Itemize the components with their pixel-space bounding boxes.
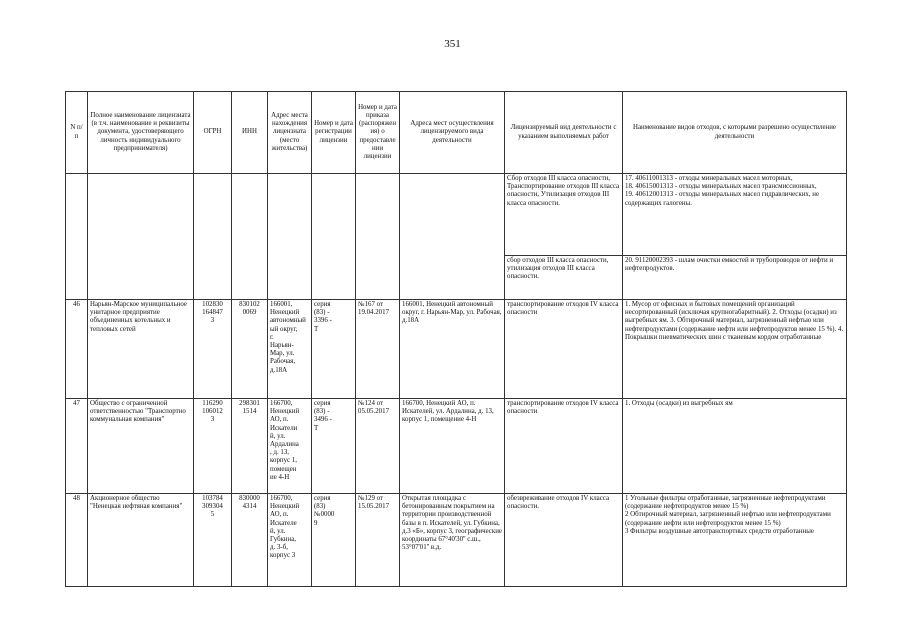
activity-cell: транспортирование отходов IV класса опасности [505,399,623,494]
license-cell [312,494,356,587]
inn-cell [232,399,268,494]
ogrn-part: 116290 [202,400,223,407]
waste-item: 20. 91120002393 - шлам очистки емкостей и трубопроводов от нефти и нефтепродуктов. [625,257,834,273]
activity-cell: обезвреживание отходов IV класса опасности. [505,494,623,587]
empty-cell [194,174,232,300]
header-cell: Наименование видов отходов, с которыми разрешено осуществление деятельности [623,92,847,174]
address-line: автономный [270,317,306,325]
license-line: серия [314,400,331,407]
address-line: Ардалина [270,441,299,449]
sites-cell: Открытая площадка с бетонированным покрытием на территории производственной базы в п. Искателей, ул. Губкина, д.3 «Б», корпус 3, географические координаты 67°40'30'' с.ш., 53°07'01'' в.д. [400,494,505,587]
waste-item: 1. Отходы (осадки) из выгребных ям [625,400,733,407]
ogrn-part: 3 [210,317,215,325]
address-line: Ненецкий [270,309,300,317]
inn-part: 4314 [242,503,257,511]
header-cell: Адрес места нахождения лицензиата (место жительства) [268,92,312,174]
waste-item: 17. 40611001313 - отходы минеральных масел моторных, [625,175,793,182]
licensee-name: Нарьян-Марское муниципальное унитарное предприятие объединенных котельных и тепловых сетей [88,300,194,399]
empty-cell [88,174,194,300]
address-line: корпус 3 [270,552,296,560]
order-line: №167 от [358,301,383,308]
address-line: 166001, [270,301,293,308]
activity-cell: транспортирование отходов IV класса опасности [505,300,623,399]
address-line: , д. 13, [270,449,290,457]
empty-cell [232,174,268,300]
inn-part: 1514 [242,408,257,416]
address-line: ый округ, [270,325,298,333]
ogrn-part: 164847 [202,309,223,317]
license-cell [312,300,356,399]
ogrn-part: 103784 [202,495,223,502]
sites-cell: 166700, Ненецкий АО, п. Искателей, ул. Ардалина, д. 13, корпус 1, помещение 4-Н [400,399,505,494]
address-line: ие 4-Н [270,473,290,481]
wastes-cell [623,174,847,256]
license-line: (83) [314,503,326,511]
waste-item: 2 Обтирочный материал, загрязненный нефтью или нефтепродуктами (содержание нефти или нефтепродуктов менее 15 %) [625,511,831,527]
address-line: АО, п. [270,416,289,424]
waste-item: 1. Мусор от офисных и бытовых помещений организаций несортированный (исключая крупногабаритный). 2. Отходы (осадки) из выгребных ям. 3. Обтирочный материал, загрязненный нефтью или нефтепродуктами (содержание нефти или нефтепродуктов менее 15 %). 4. Покрышки пневматических шин с тканевым кордом отработанные [625,301,844,341]
order-line: №124 от [358,400,383,407]
waste-item: 18. 40615001313 - отходы минеральных масел трансмиссионных, [625,183,817,191]
empty-cell [66,174,88,300]
header-row [66,92,847,174]
header-cell: Номер и дата приказа (распоряжения) о предоставлении лицензии [356,92,400,174]
inn-part: 298301 [239,400,260,407]
header-cell: ИНН [232,92,268,174]
address-line: АО, п. [270,511,289,519]
table-row [66,300,847,399]
ogrn-part: 3 [210,416,215,424]
order-line: 19.04.2017 [358,309,390,317]
ogrn-part: 102830 [202,301,223,308]
waste-item: 3 Фильтры воздушные автотранспортных средств отработанные [625,527,814,535]
address-line: й, ул. [270,527,286,535]
ogrn-cell [194,494,232,587]
address-line: корпус 1, [270,457,297,465]
inn-part: 830102 [239,301,260,308]
empty-cell [268,174,312,300]
activity-cell: сбор отходов III класса опасности, утилизация отходов III класса опасности. [505,256,623,300]
address-line: й, ул. [270,432,286,440]
address-cell [268,399,312,494]
header-cell: Адреса мест осуществления лицензируемого вида деятельности [400,92,505,174]
header-cell: Номер и дата регистрации лицензии [312,92,356,174]
row-number: 46 [66,300,88,399]
wastes-cell [623,256,847,300]
inn-part: 830000 [239,495,260,502]
header-cell: Лицензируемый вид деятельности с указанием выполняемых работ [505,92,623,174]
order-line: 05.05.2017 [358,408,390,416]
address-line: Мар, ул. [270,350,295,358]
page-number: 351 [444,38,461,50]
address-line: г. [270,333,274,341]
wastes-cell [623,494,847,587]
address-line: помещен [270,465,297,473]
table-row [66,174,847,256]
address-line: Ненецкий [270,503,300,511]
license-line: серия [314,301,331,308]
address-line: Рабочая, [270,358,296,366]
license-line: (83) - [314,408,330,416]
ogrn-part: 5 [210,511,215,519]
row-number: 47 [66,399,88,494]
inn-cell [232,494,268,587]
address-line: Нарьян- [270,342,294,350]
address-line: Губкина, [270,536,297,544]
address-line: Искатели [270,424,298,432]
license-line: 3496 - [314,416,332,424]
license-line: Т [314,424,319,432]
wastes-cell [623,300,847,399]
table-row [66,399,847,494]
license-line: Т [314,325,319,333]
address-line: д. 3-б, [270,544,288,552]
inn-part: 0069 [242,309,257,317]
order-cell [356,494,400,587]
order-line: 15.05.2017 [358,503,390,511]
license-table [65,91,847,587]
empty-cell [356,174,400,300]
order-cell [356,399,400,494]
license-line: серия [314,495,331,502]
waste-item: 19. 40612001313 - отходы минеральных масел гидравлических, не содержащих галогены. [625,191,820,207]
inn-cell [232,300,268,399]
ogrn-part: 309304 [202,503,223,511]
ogrn-cell [194,399,232,494]
address-line: Ненецкий [270,408,300,416]
address-cell [268,494,312,587]
order-cell [356,300,400,399]
header-cell: Полное наименование лицензиата (в т.ч. наименование и реквизиты документа, удостоверяющего личность индивидуального предпринимателя) [88,92,194,174]
address-line: 166700, [270,495,293,502]
waste-item: 1 Угольные фильтры отработанные, загрязненные нефтепродуктами (содержание нефтепродуктов менее 15 %) [625,495,826,511]
ogrn-cell [194,300,232,399]
licensee-name: Акционерное общество "Ненецкая нефтяная компания" [88,494,194,587]
address-cell [268,300,312,399]
ogrn-part: 106012 [202,408,223,416]
license-line: (83) - [314,309,330,317]
order-line: №129 от [358,495,383,502]
sites-cell: 166001, Ненецкий автономный округ, г. Нарьян-Мар, ул. Рабочая, д.18А [400,300,505,399]
wastes-cell [623,399,847,494]
table-row [66,494,847,587]
empty-cell [400,174,505,300]
address-line: д.18А [270,366,288,374]
license-line: 3396 - [314,317,332,325]
header-cell: N п/ п [66,92,88,174]
empty-cell [312,174,356,300]
row-number: 48 [66,494,88,587]
licensee-name: Общество с ограниченной ответственностью "Транспортно коммунальная компания" [88,399,194,494]
header-cell: ОГРН [194,92,232,174]
activity-cell: Сбор отходов III класса опасности, Транспортирование отходов III класса опасности, Утилизация отходов III класса опасности. [505,174,623,256]
license-line: 9 [314,519,318,527]
address-line: 166700, [270,400,293,407]
address-line: Искателе [270,519,297,527]
license-line: №0000 [314,511,335,519]
license-cell [312,399,356,494]
